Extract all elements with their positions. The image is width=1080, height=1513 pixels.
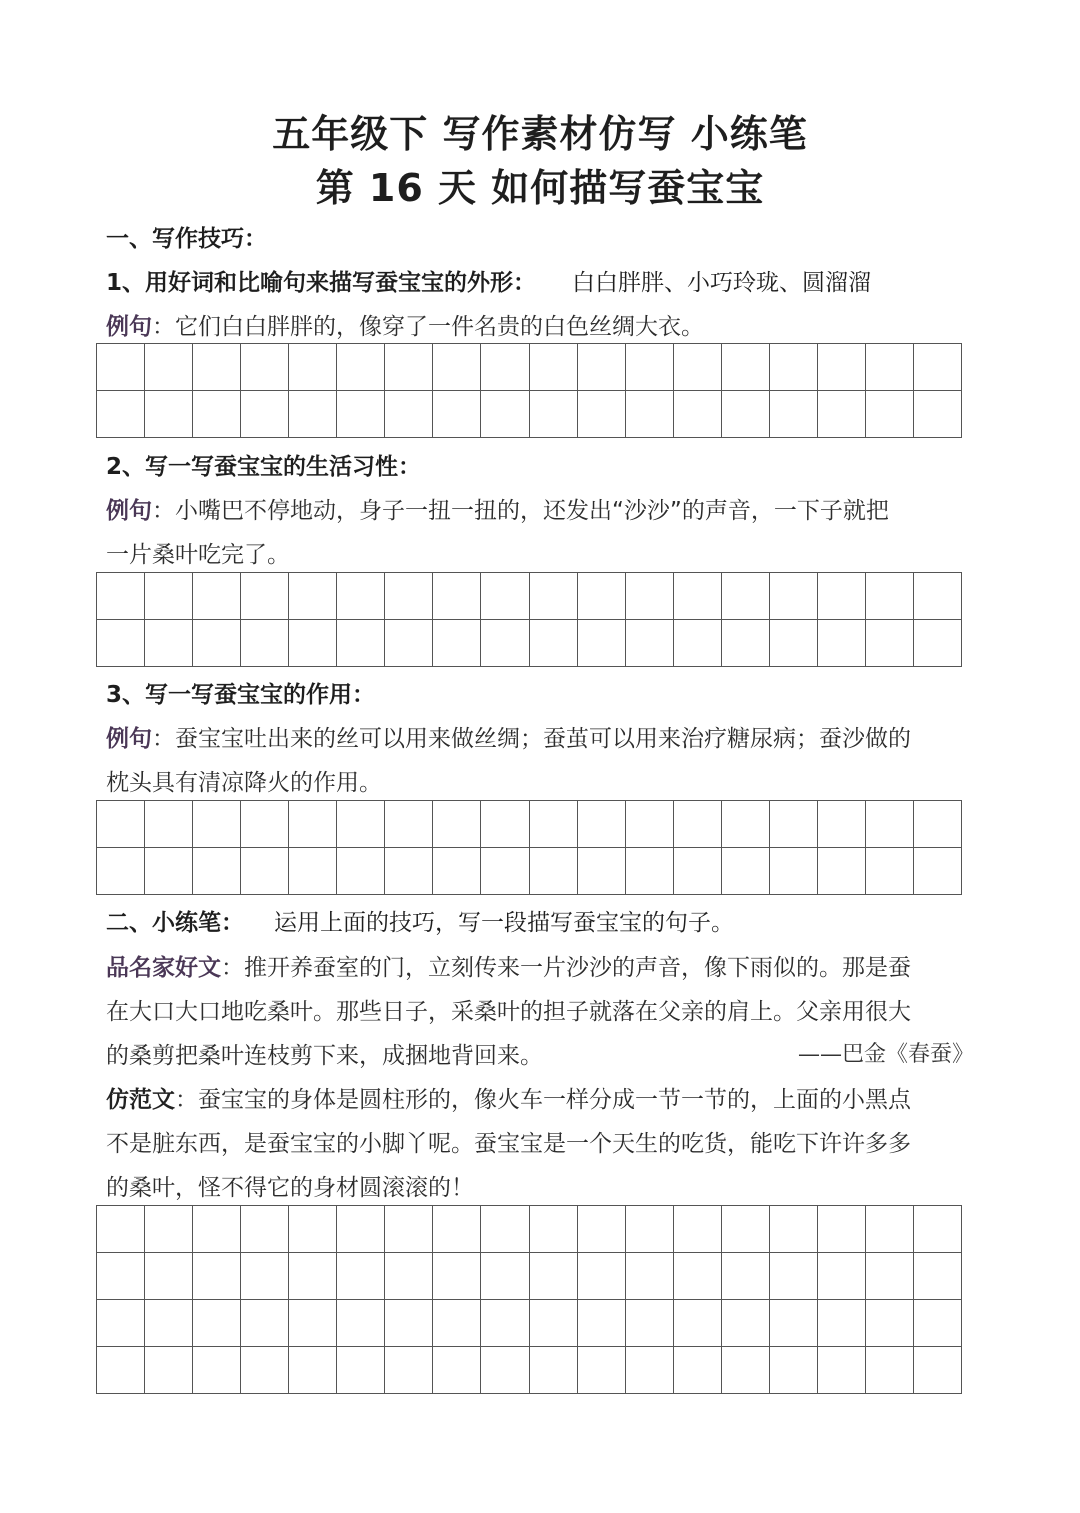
grid-cell[interactable]	[578, 1206, 626, 1253]
grid-cell[interactable]	[770, 620, 818, 667]
grid-cell[interactable]	[289, 1206, 337, 1253]
grid-cell[interactable]	[866, 1300, 914, 1347]
grid-cell[interactable]	[337, 573, 385, 620]
grid-cell[interactable]	[866, 801, 914, 848]
grid-cell[interactable]	[433, 1206, 481, 1253]
grid-cell[interactable]	[241, 801, 289, 848]
grid-cell[interactable]	[145, 1300, 193, 1347]
colon: ：	[152, 726, 175, 752]
grid-cell[interactable]	[674, 573, 722, 620]
grid-cell[interactable]	[289, 344, 337, 391]
grid-cell[interactable]	[385, 1253, 433, 1300]
colon: ：	[175, 1087, 198, 1113]
grid-cell[interactable]	[337, 1347, 385, 1394]
grid-cell[interactable]	[193, 801, 241, 848]
grid-cell[interactable]	[289, 391, 337, 438]
item3-example-line1: 蚕宝宝吐出来的丝可以用来做丝绸；蚕茧可以用来治疗糖尿病；蚕沙做的	[175, 726, 911, 752]
writing-grid-2[interactable]	[96, 572, 962, 667]
grid-cell[interactable]	[433, 1347, 481, 1394]
grid-cell[interactable]	[722, 801, 770, 848]
colon: ：	[152, 314, 175, 340]
grid-cell[interactable]	[97, 1300, 145, 1347]
grid-cell[interactable]	[289, 620, 337, 667]
grid-cell[interactable]	[914, 848, 962, 895]
grid-cell[interactable]	[289, 1347, 337, 1394]
grid-cell[interactable]	[481, 1253, 529, 1300]
grid-cell[interactable]	[578, 620, 626, 667]
grid-cell[interactable]	[433, 848, 481, 895]
grid-cell[interactable]	[530, 573, 578, 620]
item3-example	[106, 722, 911, 756]
grid-cell[interactable]	[337, 620, 385, 667]
grid-cell[interactable]	[914, 391, 962, 438]
grid-cell[interactable]	[674, 848, 722, 895]
model-line1: 蚕宝宝的身体是圆柱形的，像火车一样分成一节一节的，上面的小黑点	[198, 1087, 911, 1113]
grid-cell[interactable]	[193, 1206, 241, 1253]
grid-cell[interactable]	[241, 1347, 289, 1394]
grid-cell[interactable]	[530, 391, 578, 438]
grid-cell[interactable]	[337, 391, 385, 438]
grid-cell[interactable]	[722, 391, 770, 438]
grid-cell[interactable]	[914, 1206, 962, 1253]
grid-cell[interactable]	[530, 848, 578, 895]
grid-cell[interactable]	[530, 1300, 578, 1347]
grid-cell[interactable]	[145, 1253, 193, 1300]
grid-cell[interactable]	[722, 620, 770, 667]
grid-cell[interactable]	[722, 1253, 770, 1300]
grid-cell[interactable]	[193, 848, 241, 895]
grid-cell[interactable]	[97, 1253, 145, 1300]
grid-cell[interactable]	[385, 620, 433, 667]
grid-cell[interactable]	[914, 573, 962, 620]
citation: ——巴金《春蚕》	[797, 1042, 974, 1067]
grid-cell[interactable]	[145, 848, 193, 895]
grid-cell[interactable]	[626, 620, 674, 667]
grid-cell[interactable]	[578, 1253, 626, 1300]
grid-cell[interactable]	[337, 848, 385, 895]
grid-cell[interactable]	[241, 573, 289, 620]
item1-heading-text: 1、用好词和比喻句来描写蚕宝宝的外形：	[106, 270, 537, 296]
section1-heading: 一、写作技巧：	[106, 226, 267, 252]
grid-cell[interactable]	[722, 848, 770, 895]
grid-cell[interactable]	[770, 848, 818, 895]
grid-cell[interactable]	[674, 801, 722, 848]
grid-cell[interactable]	[145, 573, 193, 620]
grid-cell[interactable]	[770, 1253, 818, 1300]
writing-grid-1[interactable]	[96, 343, 962, 438]
writing-grid-4[interactable]	[96, 1205, 962, 1394]
grid-cell[interactable]	[818, 1253, 866, 1300]
grid-cell[interactable]	[626, 1300, 674, 1347]
grid-cell[interactable]	[481, 848, 529, 895]
grid-cell[interactable]	[578, 1300, 626, 1347]
grid-cell[interactable]	[289, 848, 337, 895]
grid-cell[interactable]	[145, 1206, 193, 1253]
grid-cell[interactable]	[97, 344, 145, 391]
page-subtitle: 第 16 天 如何描写蚕宝宝	[315, 166, 765, 210]
grid-cell[interactable]	[385, 1206, 433, 1253]
item2-example	[106, 494, 889, 528]
grid-cell[interactable]	[626, 1206, 674, 1253]
grid-cell[interactable]	[530, 1206, 578, 1253]
grid-cell[interactable]	[337, 1206, 385, 1253]
grid-cell[interactable]	[914, 344, 962, 391]
grid-cell[interactable]	[722, 1300, 770, 1347]
item2-heading: 2、写一写蚕宝宝的生活习性：	[106, 454, 422, 480]
grid-cell[interactable]	[193, 1253, 241, 1300]
grid-cell[interactable]	[385, 801, 433, 848]
famous-line2: 在大口大口地吃桑叶。那些日子，采桑叶的担子就落在父亲的肩上。父亲用很大	[106, 999, 911, 1025]
grid-cell[interactable]	[866, 344, 914, 391]
grid-cell[interactable]	[289, 801, 337, 848]
grid-cell[interactable]	[481, 1347, 529, 1394]
grid-cell[interactable]	[578, 573, 626, 620]
grid-cell[interactable]	[145, 391, 193, 438]
grid-cell[interactable]	[530, 801, 578, 848]
grid-cell[interactable]	[866, 1206, 914, 1253]
item1-example	[106, 310, 704, 344]
item1-example-text: 它们白白胖胖的，像穿了一件名贵的白色丝绸大衣。	[175, 314, 704, 340]
grid-cell[interactable]	[530, 1253, 578, 1300]
colon: ：	[152, 498, 175, 524]
grid-cell[interactable]	[97, 1347, 145, 1394]
grid-cell[interactable]	[674, 1206, 722, 1253]
item1-heading	[106, 266, 871, 300]
grid-cell[interactable]	[97, 848, 145, 895]
grid-cell[interactable]	[193, 391, 241, 438]
grid-cell[interactable]	[722, 1206, 770, 1253]
grid-cell[interactable]	[433, 573, 481, 620]
grid-cell[interactable]	[481, 620, 529, 667]
grid-cell[interactable]	[770, 801, 818, 848]
grid-cell[interactable]	[770, 344, 818, 391]
grid-cell[interactable]	[145, 620, 193, 667]
grid-cell[interactable]	[626, 1347, 674, 1394]
grid-cell[interactable]	[433, 391, 481, 438]
grid-cell[interactable]	[97, 620, 145, 667]
grid-cell[interactable]	[674, 391, 722, 438]
grid-cell[interactable]	[578, 848, 626, 895]
grid-cell[interactable]	[481, 1206, 529, 1253]
grid-cell[interactable]	[818, 344, 866, 391]
grid-cell[interactable]	[241, 1253, 289, 1300]
grid-cell[interactable]	[193, 573, 241, 620]
grid-cell[interactable]	[626, 344, 674, 391]
grid-cell[interactable]	[770, 1206, 818, 1253]
grid-cell[interactable]	[770, 1300, 818, 1347]
grid-cell[interactable]	[674, 1300, 722, 1347]
grid-cell[interactable]	[818, 1300, 866, 1347]
grid-cell[interactable]	[530, 1347, 578, 1394]
grid-cell[interactable]	[145, 1347, 193, 1394]
grid-cell[interactable]	[433, 1300, 481, 1347]
section2-heading-text: 二、小练笔：	[106, 910, 244, 936]
model-line3: 的桑叶，怪不得它的身材圆滚滚的！	[106, 1175, 474, 1201]
grid-cell[interactable]	[241, 344, 289, 391]
grid-cell[interactable]	[385, 848, 433, 895]
grid-cell[interactable]	[433, 1253, 481, 1300]
grid-cell[interactable]	[626, 1253, 674, 1300]
grid-cell[interactable]	[337, 344, 385, 391]
grid-cell[interactable]	[385, 344, 433, 391]
grid-cell[interactable]	[866, 848, 914, 895]
grid-cell[interactable]	[674, 1253, 722, 1300]
grid-cell[interactable]	[818, 1206, 866, 1253]
colon: ：	[221, 955, 244, 981]
grid-cell[interactable]	[97, 391, 145, 438]
grid-cell[interactable]	[193, 1347, 241, 1394]
grid-cell[interactable]	[481, 801, 529, 848]
item3-example-label: 例句	[106, 726, 152, 752]
grid-cell[interactable]	[193, 344, 241, 391]
grid-cell[interactable]	[241, 848, 289, 895]
grid-cell[interactable]	[626, 573, 674, 620]
grid-cell[interactable]	[578, 1347, 626, 1394]
grid-cell[interactable]	[193, 620, 241, 667]
grid-cell[interactable]	[914, 1300, 962, 1347]
grid-cell[interactable]	[626, 391, 674, 438]
grid-cell[interactable]	[866, 573, 914, 620]
item2-example-line1: 小嘴巴不停地动，身子一扭一扭的，还发出“沙沙”的声音，一下子就把	[175, 498, 889, 524]
grid-cell[interactable]	[241, 1300, 289, 1347]
famous-line3: 的桑剪把桑叶连枝剪下来，成捆地背回来。	[106, 1043, 543, 1069]
grid-cell[interactable]	[770, 573, 818, 620]
grid-cell[interactable]	[914, 1253, 962, 1300]
item2-example-line2: 一片桑叶吃完了。	[106, 542, 290, 568]
grid-cell[interactable]	[914, 620, 962, 667]
item1-keywords: 白白胖胖、小巧玲珑、圆溜溜	[572, 270, 872, 296]
grid-cell[interactable]	[337, 1253, 385, 1300]
grid-cell[interactable]	[337, 1300, 385, 1347]
grid-cell[interactable]	[578, 391, 626, 438]
grid-cell[interactable]	[433, 801, 481, 848]
item2-example-label: 例句	[106, 498, 152, 524]
grid-cell[interactable]	[241, 391, 289, 438]
grid-cell[interactable]	[818, 801, 866, 848]
grid-cell[interactable]	[481, 391, 529, 438]
grid-cell[interactable]	[385, 1300, 433, 1347]
grid-cell[interactable]	[145, 344, 193, 391]
grid-cell[interactable]	[578, 801, 626, 848]
grid-cell[interactable]	[530, 344, 578, 391]
grid-cell[interactable]	[818, 848, 866, 895]
grid-cell[interactable]	[866, 1253, 914, 1300]
grid-cell[interactable]	[481, 573, 529, 620]
grid-cell[interactable]	[193, 1300, 241, 1347]
grid-cell[interactable]	[289, 1300, 337, 1347]
grid-cell[interactable]	[97, 1206, 145, 1253]
page-title: 五年级下 写作素材仿写 小练笔	[272, 112, 808, 156]
grid-cell[interactable]	[914, 1347, 962, 1394]
grid-cell[interactable]	[433, 344, 481, 391]
grid-cell[interactable]	[866, 391, 914, 438]
grid-cell[interactable]	[337, 801, 385, 848]
grid-cell[interactable]	[770, 1347, 818, 1394]
item3-example-line2: 枕头具有清凉降火的作用。	[106, 770, 382, 796]
grid-cell[interactable]	[626, 801, 674, 848]
model-text	[106, 1083, 911, 1117]
grid-cell[interactable]	[578, 344, 626, 391]
model-label: 仿范文	[106, 1087, 175, 1113]
grid-cell[interactable]	[241, 620, 289, 667]
grid-cell[interactable]	[145, 801, 193, 848]
grid-cell[interactable]	[674, 620, 722, 667]
grid-cell[interactable]	[385, 391, 433, 438]
grid-cell[interactable]	[481, 1300, 529, 1347]
famous-label: 品名家好文	[106, 955, 221, 981]
grid-cell[interactable]	[385, 573, 433, 620]
grid-cell[interactable]	[626, 848, 674, 895]
grid-cell[interactable]	[481, 344, 529, 391]
grid-cell[interactable]	[866, 620, 914, 667]
famous-line1: 推开养蚕室的门，立刻传来一片沙沙的声音，像下雨似的。那是蚕	[244, 955, 911, 981]
item1-example-label: 例句	[106, 314, 152, 340]
section2-instruction: 运用上面的技巧，写一段描写蚕宝宝的句子。	[274, 910, 735, 936]
grid-cell[interactable]	[722, 1347, 770, 1394]
grid-cell[interactable]	[241, 1206, 289, 1253]
grid-cell[interactable]	[674, 344, 722, 391]
section2-heading	[106, 906, 734, 940]
grid-cell[interactable]	[722, 573, 770, 620]
grid-cell[interactable]	[818, 620, 866, 667]
grid-cell[interactable]	[914, 801, 962, 848]
grid-cell[interactable]	[818, 1347, 866, 1394]
grid-cell[interactable]	[97, 573, 145, 620]
grid-cell[interactable]	[385, 1347, 433, 1394]
item3-heading: 3、写一写蚕宝宝的作用：	[106, 682, 376, 708]
grid-cell[interactable]	[97, 801, 145, 848]
grid-cell[interactable]	[289, 573, 337, 620]
writing-grid-3[interactable]	[96, 800, 962, 895]
famous-text	[106, 951, 911, 985]
grid-cell[interactable]	[818, 391, 866, 438]
grid-cell[interactable]	[770, 391, 818, 438]
model-line2: 不是脏东西，是蚕宝宝的小脚丫呢。蚕宝宝是一个天生的吃货，能吃下许许多多	[106, 1131, 911, 1157]
grid-cell[interactable]	[674, 1347, 722, 1394]
grid-cell[interactable]	[866, 1347, 914, 1394]
grid-cell[interactable]	[530, 620, 578, 667]
grid-cell[interactable]	[433, 620, 481, 667]
grid-cell[interactable]	[818, 573, 866, 620]
grid-cell[interactable]	[289, 1253, 337, 1300]
grid-cell[interactable]	[722, 344, 770, 391]
